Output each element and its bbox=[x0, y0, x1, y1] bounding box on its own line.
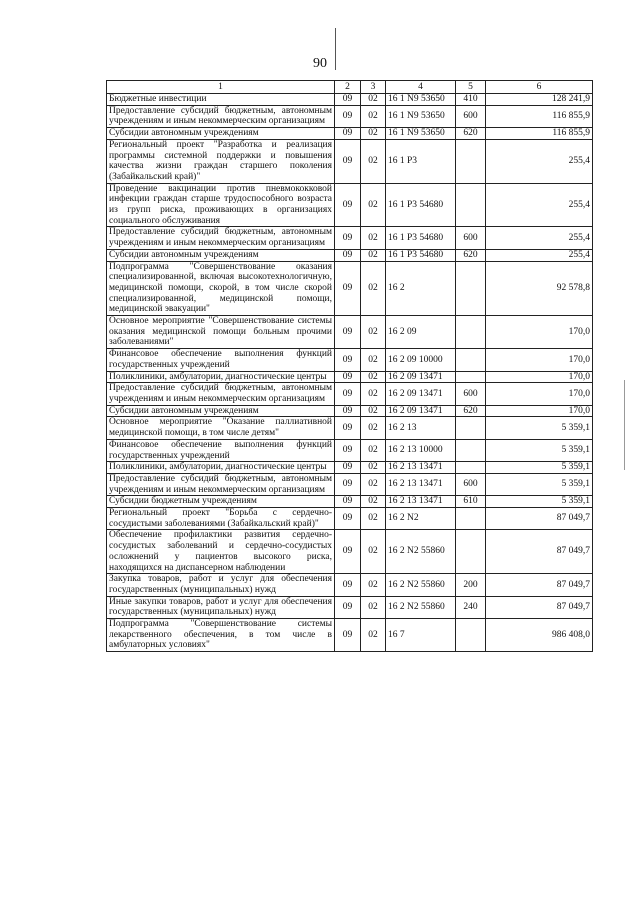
row-name: Поликлиники, амбулатории, диагностические центры bbox=[107, 371, 335, 383]
table-body bbox=[107, 94, 593, 652]
row-expense-type bbox=[456, 183, 486, 227]
table-header-row bbox=[107, 81, 593, 94]
row-name: Поликлиники, амбулатории, диагностические центры bbox=[107, 462, 335, 474]
header-col-5: 5 bbox=[456, 81, 486, 94]
table-row bbox=[107, 383, 593, 405]
row-amount: 255,4 bbox=[486, 183, 593, 227]
row-amount: 92 578,8 bbox=[486, 261, 593, 316]
table-row bbox=[107, 316, 593, 349]
row-subsection: 02 bbox=[361, 261, 386, 316]
row-subsection: 02 bbox=[361, 619, 386, 652]
header-col-1: 1 bbox=[107, 81, 335, 94]
row-amount: 255,4 bbox=[486, 249, 593, 261]
table-row bbox=[107, 94, 593, 106]
row-section: 09 bbox=[335, 227, 361, 249]
row-expense-type bbox=[456, 349, 486, 371]
row-subsection: 02 bbox=[361, 439, 386, 461]
row-target-code: 16 1 N9 53650 bbox=[386, 105, 456, 127]
row-section: 09 bbox=[335, 349, 361, 371]
header-col-2: 2 bbox=[335, 81, 361, 94]
row-subsection: 02 bbox=[361, 462, 386, 474]
row-amount: 170,0 bbox=[486, 405, 593, 417]
row-name: Бюджетные инвестиции bbox=[107, 94, 335, 106]
row-name: Субсидии автономным учреждениям bbox=[107, 405, 335, 417]
row-target-code: 16 2 09 13471 bbox=[386, 383, 456, 405]
row-amount: 170,0 bbox=[486, 349, 593, 371]
budget-table bbox=[106, 80, 593, 652]
row-expense-type: 600 bbox=[456, 105, 486, 127]
row-expense-type bbox=[456, 462, 486, 474]
row-amount: 170,0 bbox=[486, 371, 593, 383]
row-section: 09 bbox=[335, 417, 361, 439]
row-target-code: 16 2 13 bbox=[386, 417, 456, 439]
table-row bbox=[107, 574, 593, 596]
row-name: Субсидии автономным учреждениям bbox=[107, 249, 335, 261]
row-section: 09 bbox=[335, 139, 361, 183]
row-expense-type bbox=[456, 139, 486, 183]
table-row bbox=[107, 249, 593, 261]
table-row bbox=[107, 619, 593, 652]
table-row bbox=[107, 405, 593, 417]
row-section: 09 bbox=[335, 261, 361, 316]
row-subsection: 02 bbox=[361, 105, 386, 127]
row-amount: 87 049,7 bbox=[486, 530, 593, 574]
row-amount: 5 359,1 bbox=[486, 462, 593, 474]
row-name: Основное мероприятие "Оказание паллиативной медицинской помощи, в том числе детям" bbox=[107, 417, 335, 439]
row-section: 09 bbox=[335, 508, 361, 530]
row-target-code: 16 1 P3 54680 bbox=[386, 227, 456, 249]
row-target-code: 16 2 N2 55860 bbox=[386, 596, 456, 618]
row-name: Подпрограмма "Совершенствование системы лекарственного обеспечения, в том числе в амбулаторных условиях" bbox=[107, 619, 335, 652]
row-section: 09 bbox=[335, 371, 361, 383]
row-target-code: 16 1 N9 53650 bbox=[386, 128, 456, 140]
row-subsection: 02 bbox=[361, 574, 386, 596]
row-subsection: 02 bbox=[361, 128, 386, 140]
row-expense-type bbox=[456, 417, 486, 439]
row-section: 09 bbox=[335, 619, 361, 652]
row-name: Предоставление субсидий бюджетным, автономным учреждениям и иным некоммерческим организациям bbox=[107, 227, 335, 249]
table-row bbox=[107, 128, 593, 140]
row-name: Субсидии бюджетным учреждениям bbox=[107, 496, 335, 508]
row-subsection: 02 bbox=[361, 530, 386, 574]
row-target-code: 16 7 bbox=[386, 619, 456, 652]
row-amount: 170,0 bbox=[486, 316, 593, 349]
row-name: Финансовое обеспечение выполнения функций государственных учреждений bbox=[107, 349, 335, 371]
row-expense-type: 410 bbox=[456, 94, 486, 106]
table-row bbox=[107, 530, 593, 574]
row-section: 09 bbox=[335, 94, 361, 106]
row-target-code: 16 2 09 13471 bbox=[386, 405, 456, 417]
row-expense-type: 620 bbox=[456, 405, 486, 417]
row-subsection: 02 bbox=[361, 249, 386, 261]
row-amount: 5 359,1 bbox=[486, 473, 593, 495]
table-row bbox=[107, 439, 593, 461]
row-subsection: 02 bbox=[361, 508, 386, 530]
row-section: 09 bbox=[335, 249, 361, 261]
row-section: 09 bbox=[335, 473, 361, 495]
row-subsection: 02 bbox=[361, 417, 386, 439]
row-subsection: 02 bbox=[361, 183, 386, 227]
row-amount: 170,0 bbox=[486, 383, 593, 405]
row-expense-type: 600 bbox=[456, 227, 486, 249]
row-amount: 5 359,1 bbox=[486, 496, 593, 508]
row-subsection: 02 bbox=[361, 596, 386, 618]
row-section: 09 bbox=[335, 530, 361, 574]
row-expense-type bbox=[456, 261, 486, 316]
row-amount: 5 359,1 bbox=[486, 417, 593, 439]
row-expense-type bbox=[456, 508, 486, 530]
row-expense-type: 620 bbox=[456, 249, 486, 261]
row-target-code: 16 1 P3 54680 bbox=[386, 183, 456, 227]
row-name: Обеспечение профилактики развития сердечно-сосудистых заболеваний и сердечно-сосудистых осложнений у пациентов высокого риска, находящихся на диспансерном наблюдении bbox=[107, 530, 335, 574]
table-row bbox=[107, 261, 593, 316]
row-subsection: 02 bbox=[361, 349, 386, 371]
table-row bbox=[107, 596, 593, 618]
table-row bbox=[107, 227, 593, 249]
row-name: Иные закупки товаров, работ и услуг для обеспечения государственных (муниципальных) нужд bbox=[107, 596, 335, 618]
row-subsection: 02 bbox=[361, 316, 386, 349]
row-amount: 986 408,0 bbox=[486, 619, 593, 652]
row-expense-type bbox=[456, 619, 486, 652]
row-target-code: 16 2 N2 bbox=[386, 508, 456, 530]
row-subsection: 02 bbox=[361, 383, 386, 405]
table-row bbox=[107, 183, 593, 227]
row-section: 09 bbox=[335, 316, 361, 349]
row-name: Предоставление субсидий бюджетным, автономным учреждениям и иным некоммерческим организациям bbox=[107, 383, 335, 405]
row-target-code: 16 2 bbox=[386, 261, 456, 316]
row-expense-type bbox=[456, 371, 486, 383]
row-target-code: 16 2 13 13471 bbox=[386, 473, 456, 495]
row-section: 09 bbox=[335, 383, 361, 405]
row-section: 09 bbox=[335, 496, 361, 508]
page-number: 90 bbox=[313, 56, 327, 71]
row-expense-type bbox=[456, 439, 486, 461]
table-row bbox=[107, 105, 593, 127]
row-expense-type: 240 bbox=[456, 596, 486, 618]
row-target-code: 16 1 P3 bbox=[386, 139, 456, 183]
row-subsection: 02 bbox=[361, 139, 386, 183]
row-section: 09 bbox=[335, 596, 361, 618]
row-target-code: 16 2 N2 55860 bbox=[386, 574, 456, 596]
row-target-code: 16 1 P3 54680 bbox=[386, 249, 456, 261]
row-target-code: 16 2 09 bbox=[386, 316, 456, 349]
header-col-4: 4 bbox=[386, 81, 456, 94]
header-col-3: 3 bbox=[361, 81, 386, 94]
row-subsection: 02 bbox=[361, 473, 386, 495]
row-target-code: 16 2 N2 55860 bbox=[386, 530, 456, 574]
row-name: Проведение вакцинации против пневмококковой инфекции граждан старше трудоспособного возраста из групп риска, проживающих в организациях социального обслуживания bbox=[107, 183, 335, 227]
row-target-code: 16 2 13 13471 bbox=[386, 462, 456, 474]
row-expense-type bbox=[456, 316, 486, 349]
row-amount: 128 241,9 bbox=[486, 94, 593, 106]
row-amount: 5 359,1 bbox=[486, 439, 593, 461]
row-expense-type: 600 bbox=[456, 473, 486, 495]
row-target-code: 16 2 13 13471 bbox=[386, 496, 456, 508]
row-subsection: 02 bbox=[361, 94, 386, 106]
table-row bbox=[107, 508, 593, 530]
row-expense-type: 610 bbox=[456, 496, 486, 508]
row-expense-type bbox=[456, 530, 486, 574]
header-col-6: 6 bbox=[486, 81, 593, 94]
row-name: Региональный проект "Борьба с сердечно-сосудистыми заболеваниями (Забайкальский край)" bbox=[107, 508, 335, 530]
table-row bbox=[107, 349, 593, 371]
row-amount: 87 049,7 bbox=[486, 508, 593, 530]
table-row bbox=[107, 496, 593, 508]
row-section: 09 bbox=[335, 183, 361, 227]
row-expense-type: 200 bbox=[456, 574, 486, 596]
row-name: Финансовое обеспечение выполнения функций государственных учреждений bbox=[107, 439, 335, 461]
row-subsection: 02 bbox=[361, 496, 386, 508]
row-subsection: 02 bbox=[361, 405, 386, 417]
row-name: Закупка товаров, работ и услуг для обеспечения государственных (муниципальных) нужд bbox=[107, 574, 335, 596]
table-row bbox=[107, 462, 593, 474]
row-name: Предоставление субсидий бюджетным, автономным учреждениям и иным некоммерческим организациям bbox=[107, 473, 335, 495]
row-target-code: 16 1 N9 53650 bbox=[386, 94, 456, 106]
table-row bbox=[107, 417, 593, 439]
row-section: 09 bbox=[335, 462, 361, 474]
row-name: Подпрограмма "Совершенствование оказания специализированной, включая высокотехнологичную, медицинской помощи, скорой, в том числе скорой специализированной, медицинской помощи, медицинской эвакуации" bbox=[107, 261, 335, 316]
row-subsection: 02 bbox=[361, 371, 386, 383]
row-amount: 255,4 bbox=[486, 227, 593, 249]
row-name: Предоставление субсидий бюджетным, автономным учреждениям и иным некоммерческим организациям bbox=[107, 105, 335, 127]
scan-edge-line bbox=[624, 380, 625, 470]
row-section: 09 bbox=[335, 405, 361, 417]
row-section: 09 bbox=[335, 128, 361, 140]
row-amount: 116 855,9 bbox=[486, 128, 593, 140]
row-target-code: 16 2 13 10000 bbox=[386, 439, 456, 461]
row-expense-type: 620 bbox=[456, 128, 486, 140]
row-subsection: 02 bbox=[361, 227, 386, 249]
row-section: 09 bbox=[335, 439, 361, 461]
row-name: Региональный проект "Разработка и реализация программы системной поддержки и повышения качества жизни граждан старшего поколения (Забайкальский край)" bbox=[107, 139, 335, 183]
row-section: 09 bbox=[335, 105, 361, 127]
row-name: Субсидии автономным учреждениям bbox=[107, 128, 335, 140]
row-amount: 87 049,7 bbox=[486, 574, 593, 596]
row-amount: 87 049,7 bbox=[486, 596, 593, 618]
row-amount: 116 855,9 bbox=[486, 105, 593, 127]
table-row bbox=[107, 371, 593, 383]
row-expense-type: 600 bbox=[456, 383, 486, 405]
table-row bbox=[107, 473, 593, 495]
table-row bbox=[107, 139, 593, 183]
row-section: 09 bbox=[335, 574, 361, 596]
row-name: Основное мероприятие "Совершенствование системы оказания медицинской помощи больным прочими заболеваниями" bbox=[107, 316, 335, 349]
row-target-code: 16 2 09 10000 bbox=[386, 349, 456, 371]
row-target-code: 16 2 09 13471 bbox=[386, 371, 456, 383]
row-amount: 255,4 bbox=[486, 139, 593, 183]
